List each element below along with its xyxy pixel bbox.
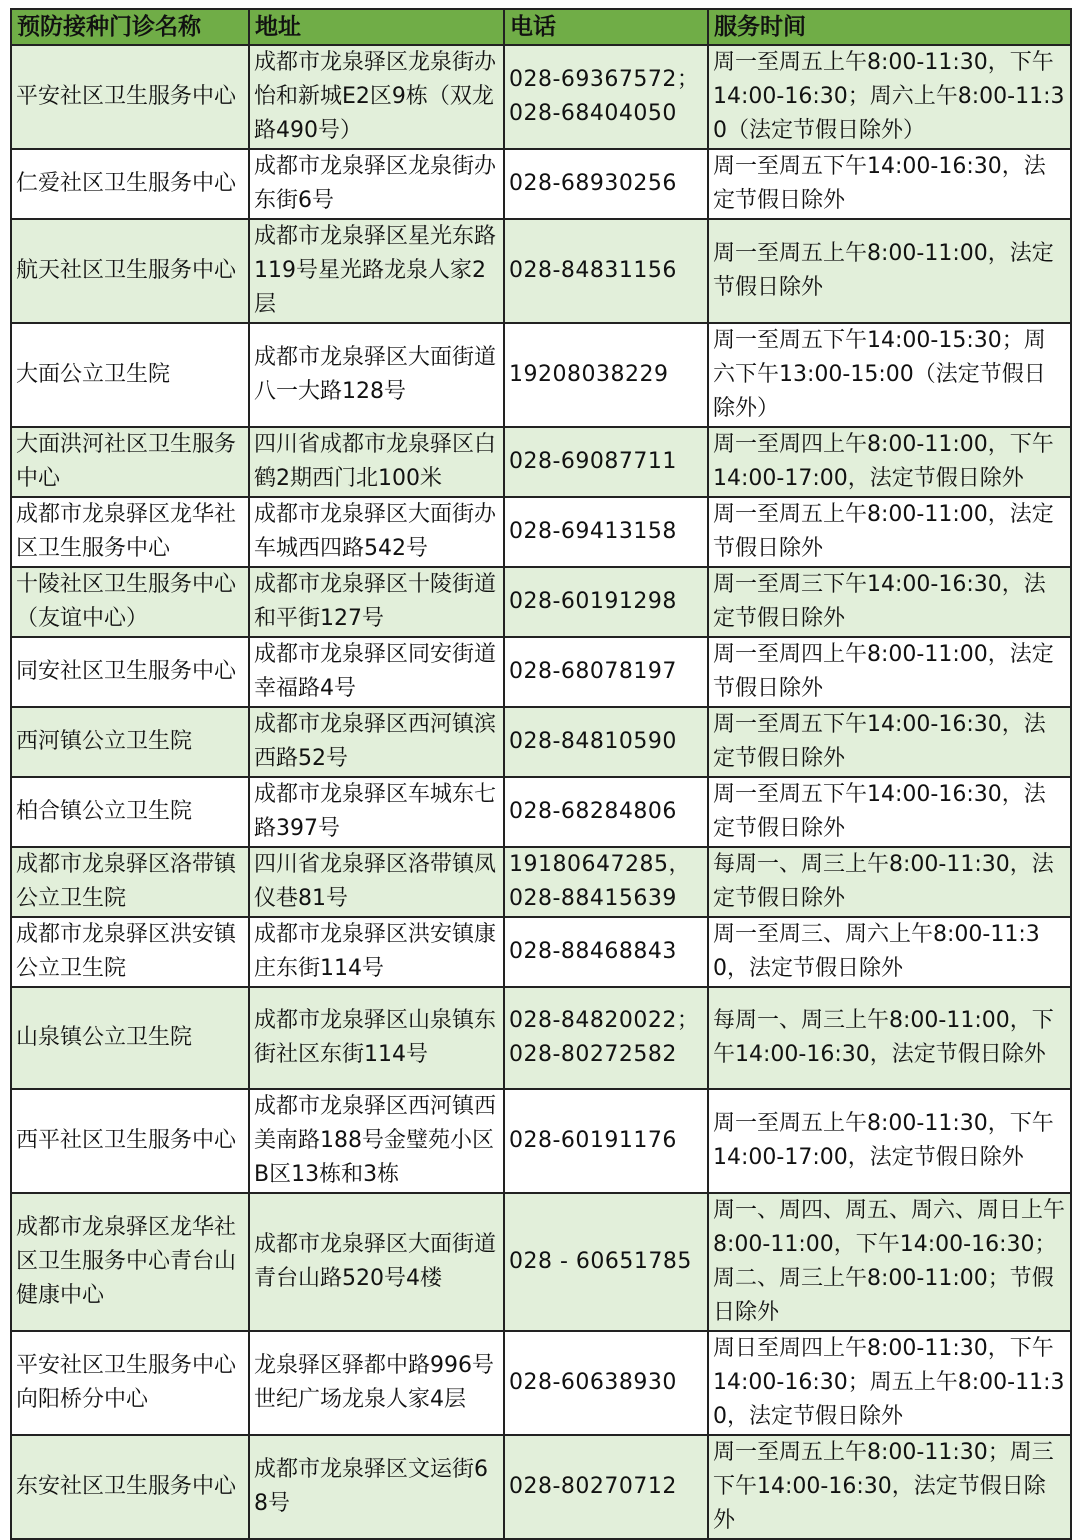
address-cell: 成都市龙泉驿区西河镇滨西路52号 bbox=[249, 707, 504, 777]
table-row bbox=[11, 1435, 1071, 1539]
address-cell: 成都市龙泉驿区文运街68号 bbox=[249, 1435, 504, 1539]
table-row bbox=[11, 45, 1071, 149]
table-row bbox=[11, 707, 1071, 777]
hours-cell: 周一至周五上午8:00-11:30；周三下午14:00-16:30，法定节假日除外 bbox=[708, 1435, 1071, 1539]
phone-cell: 028-84810590 bbox=[504, 707, 708, 777]
table-row bbox=[11, 219, 1071, 323]
phone-cell: 028-88468843 bbox=[504, 917, 708, 987]
address-cell: 成都市龙泉驿区十陵街道和平街127号 bbox=[249, 567, 504, 637]
hours-cell: 周一至周四上午8:00-11:00，法定节假日除外 bbox=[708, 637, 1071, 707]
address-cell: 成都市龙泉驿区大面街道青台山路520号4楼 bbox=[249, 1193, 504, 1331]
table-row bbox=[11, 987, 1071, 1089]
hours-cell: 周一至周五上午8:00-11:00，法定节假日除外 bbox=[708, 219, 1071, 323]
phone-cell: 028-68930256 bbox=[504, 149, 708, 219]
clinic-name-cell: 成都市龙泉驿区洪安镇公立卫生院 bbox=[11, 917, 249, 987]
phone-cell: 19180647285，028-88415639 bbox=[504, 847, 708, 917]
phone-cell: 028-69367572；028-68404050 bbox=[504, 45, 708, 149]
hours-cell: 周一至周五下午14:00-16:30，法定节假日除外 bbox=[708, 707, 1071, 777]
clinic-name-cell: 成都市龙泉驿区洛带镇公立卫生院 bbox=[11, 847, 249, 917]
table-row bbox=[11, 847, 1071, 917]
clinic-table bbox=[10, 8, 1072, 1540]
table-row bbox=[11, 497, 1071, 567]
clinic-name-cell: 大面公立卫生院 bbox=[11, 323, 249, 427]
hours-cell: 周一至周五下午14:00-16:30，法定节假日除外 bbox=[708, 149, 1071, 219]
table-row bbox=[11, 1089, 1071, 1193]
clinic-name-cell: 平安社区卫生服务中心 bbox=[11, 45, 249, 149]
clinic-name-cell: 仁爱社区卫生服务中心 bbox=[11, 149, 249, 219]
address-cell: 成都市龙泉驿区西河镇西美南路188号金璧苑小区B区13栋和3栋 bbox=[249, 1089, 504, 1193]
hours-cell: 每周一、周三上午8:00-11:00，下午14:00-16:30，法定节假日除外 bbox=[708, 987, 1071, 1089]
header-hours: 服务时间 bbox=[708, 9, 1071, 45]
clinic-name-cell: 大面洪河社区卫生服务中心 bbox=[11, 427, 249, 497]
address-cell: 成都市龙泉驿区同安街道幸福路4号 bbox=[249, 637, 504, 707]
header-address: 地址 bbox=[249, 9, 504, 45]
clinic-name-cell: 西平社区卫生服务中心 bbox=[11, 1089, 249, 1193]
address-cell: 成都市龙泉驿区洪安镇康庄东街114号 bbox=[249, 917, 504, 987]
table-row bbox=[11, 637, 1071, 707]
hours-cell: 周一至周三下午14:00-16:30，法定节假日除外 bbox=[708, 567, 1071, 637]
address-cell: 成都市龙泉驿区大面街道八一大路128号 bbox=[249, 323, 504, 427]
address-cell: 成都市龙泉驿区龙泉街办东街6号 bbox=[249, 149, 504, 219]
clinic-name-cell: 平安社区卫生服务中心向阳桥分中心 bbox=[11, 1331, 249, 1435]
header-name: 预防接种门诊名称 bbox=[11, 9, 249, 45]
table-row bbox=[11, 149, 1071, 219]
hours-cell: 周日至周四上午8:00-11:30，下午14:00-16:30；周五上午8:00-11:30，法定节假日除外 bbox=[708, 1331, 1071, 1435]
address-cell: 成都市龙泉驿区星光东路119号星光路龙泉人家2层 bbox=[249, 219, 504, 323]
phone-cell: 19208038229 bbox=[504, 323, 708, 427]
phone-cell: 028-68078197 bbox=[504, 637, 708, 707]
phone-cell: 028-69087711 bbox=[504, 427, 708, 497]
table-row bbox=[11, 567, 1071, 637]
table-row bbox=[11, 1331, 1071, 1435]
table-row bbox=[11, 917, 1071, 987]
table-row bbox=[11, 777, 1071, 847]
hours-cell: 周一至周五上午8:00-11:00，法定节假日除外 bbox=[708, 497, 1071, 567]
phone-cell: 028-80270712 bbox=[504, 1435, 708, 1539]
hours-cell: 每周一、周三上午8:00-11:30，法定节假日除外 bbox=[708, 847, 1071, 917]
clinic-name-cell: 东安社区卫生服务中心 bbox=[11, 1435, 249, 1539]
phone-cell: 028-60191298 bbox=[504, 567, 708, 637]
table-row bbox=[11, 427, 1071, 497]
phone-cell: 028-68284806 bbox=[504, 777, 708, 847]
clinic-name-cell: 同安社区卫生服务中心 bbox=[11, 637, 249, 707]
table-header-row bbox=[11, 9, 1071, 45]
clinic-name-cell: 成都市龙泉驿区龙华社区卫生服务中心 bbox=[11, 497, 249, 567]
hours-cell: 周一至周五下午14:00-15:30；周六下午13:00-15:00（法定节假日除外） bbox=[708, 323, 1071, 427]
clinic-name-cell: 西河镇公立卫生院 bbox=[11, 707, 249, 777]
clinic-name-cell: 十陵社区卫生服务中心（友谊中心） bbox=[11, 567, 249, 637]
phone-cell: 028-60191176 bbox=[504, 1089, 708, 1193]
hours-cell: 周一至周五下午14:00-16:30，法定节假日除外 bbox=[708, 777, 1071, 847]
clinic-name-cell: 山泉镇公立卫生院 bbox=[11, 987, 249, 1089]
address-cell: 龙泉驿区驿都中路996号世纪广场龙泉人家4层 bbox=[249, 1331, 504, 1435]
clinic-name-cell: 柏合镇公立卫生院 bbox=[11, 777, 249, 847]
hours-cell: 周一至周五上午8:00-11:30，下午14:00-16:30；周六上午8:00-11:30（法定节假日除外） bbox=[708, 45, 1071, 149]
phone-cell: 028-84820022；028-80272582 bbox=[504, 987, 708, 1089]
phone-cell: 028-69413158 bbox=[504, 497, 708, 567]
address-cell: 成都市龙泉驿区龙泉街办怡和新城E2区9栋（双龙路490号） bbox=[249, 45, 504, 149]
address-cell: 四川省龙泉驿区洛带镇凤仪巷81号 bbox=[249, 847, 504, 917]
clinic-name-cell: 航天社区卫生服务中心 bbox=[11, 219, 249, 323]
hours-cell: 周一至周四上午8:00-11:00，下午14:00-17:00，法定节假日除外 bbox=[708, 427, 1071, 497]
address-cell: 成都市龙泉驿区车城东七路397号 bbox=[249, 777, 504, 847]
clinic-name-cell: 成都市龙泉驿区龙华社区卫生服务中心青台山健康中心 bbox=[11, 1193, 249, 1331]
table-row bbox=[11, 323, 1071, 427]
hours-cell: 周一、周四、周五、周六、周日上午8:00-11:00，下午14:00-16:30；周二、周三上午8:00-11:00；节假日除外 bbox=[708, 1193, 1071, 1331]
hours-cell: 周一至周五上午8:00-11:30，下午14:00-17:00，法定节假日除外 bbox=[708, 1089, 1071, 1193]
address-cell: 成都市龙泉驿区山泉镇东街社区东街114号 bbox=[249, 987, 504, 1089]
hours-cell: 周一至周三、周六上午8:00-11:30，法定节假日除外 bbox=[708, 917, 1071, 987]
table-row bbox=[11, 1193, 1071, 1331]
address-cell: 成都市龙泉驿区大面街办车城西四路542号 bbox=[249, 497, 504, 567]
phone-cell: 028-60638930 bbox=[504, 1331, 708, 1435]
phone-cell: 028 - 60651785 bbox=[504, 1193, 708, 1331]
header-phone: 电话 bbox=[504, 9, 708, 45]
address-cell: 四川省成都市龙泉驿区白鹤2期西门北100米 bbox=[249, 427, 504, 497]
phone-cell: 028-84831156 bbox=[504, 219, 708, 323]
